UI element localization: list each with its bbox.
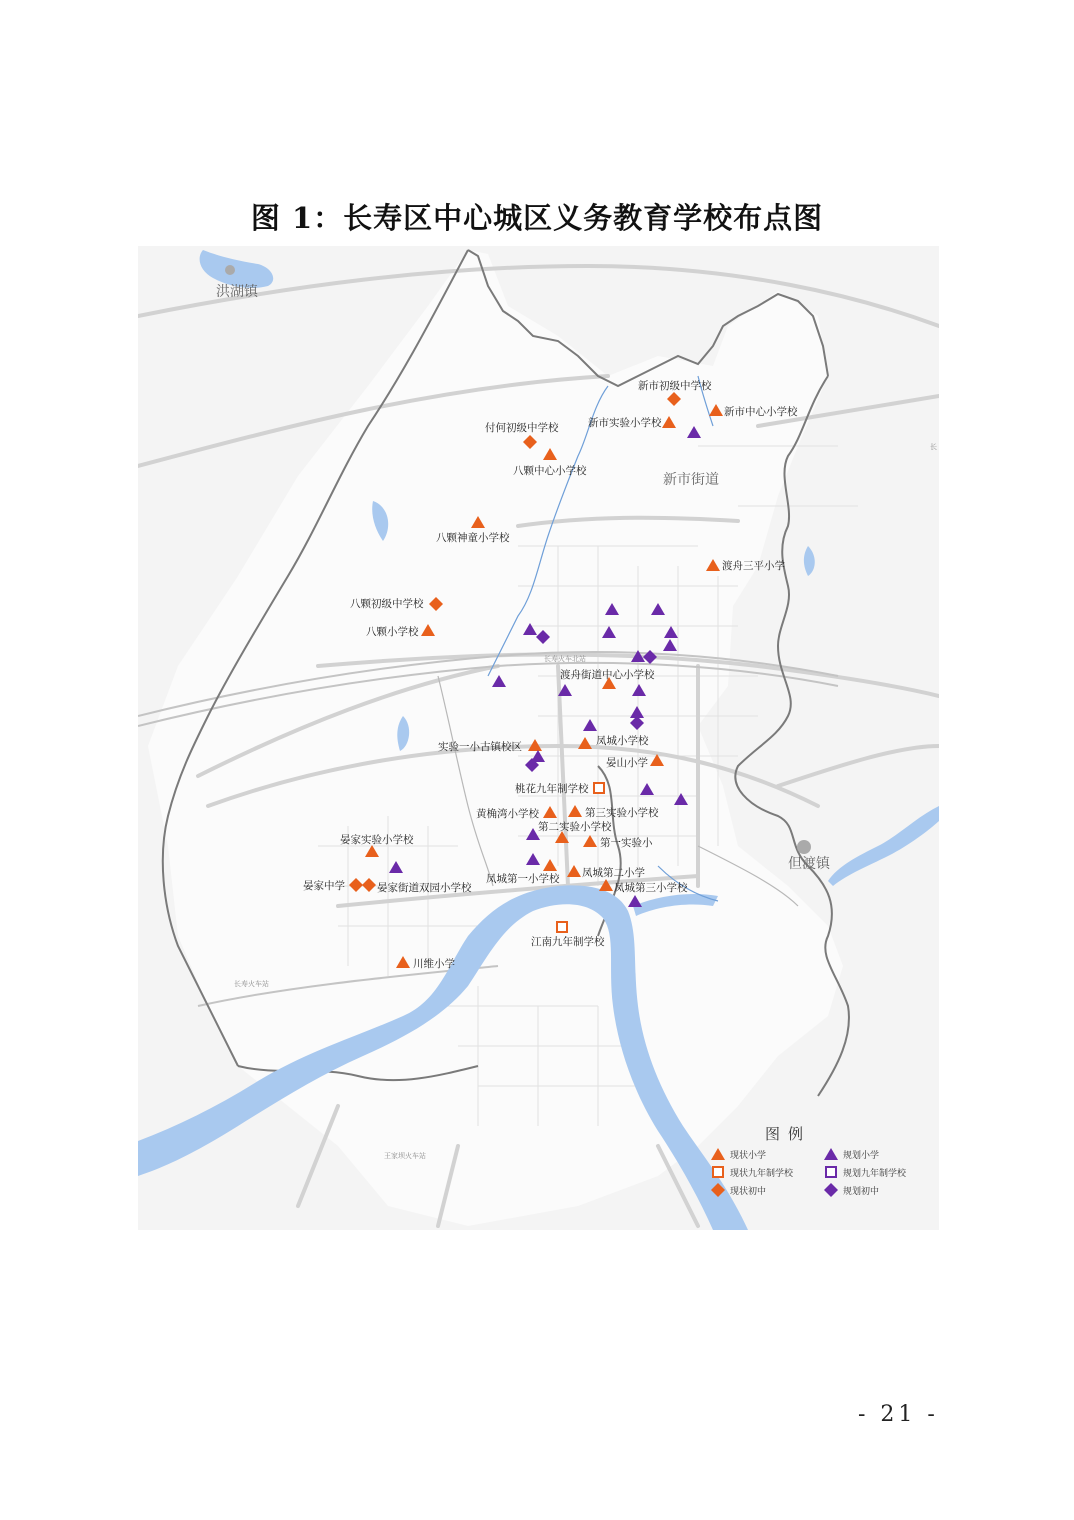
legend-existing-primary: 现状小学 [730, 1151, 767, 1161]
legend-planned-middle: 规划初中 [843, 1187, 880, 1197]
legend-planned-nine-year-icon [826, 1167, 836, 1177]
existing-nine-year-school-icon [557, 922, 567, 932]
school-label: 桃花九年制学校 [515, 783, 589, 795]
school-label: 渡舟街道中心小学校 [560, 669, 655, 681]
school-label: 晏山小学 [606, 757, 648, 769]
school-layout-map [138, 246, 939, 1230]
school-label: 晏家街道双园小学校 [377, 882, 472, 894]
legend-existing-nine-year-icon [713, 1167, 723, 1177]
honghu-marker-icon [225, 265, 235, 275]
place-chang-edge: 长 [930, 443, 937, 451]
school-label: 新市中心小学校 [724, 406, 798, 418]
school-label: 凤城第一小学校 [486, 873, 560, 885]
school-label: 第一实验小 [600, 837, 653, 849]
school-label: 实验一小古镇校区 [438, 741, 522, 753]
legend-existing-nine-year: 现状九年制学校 [730, 1169, 794, 1179]
school-label: 晏家中学 [303, 880, 345, 892]
school-label: 八颗初级中学校 [350, 598, 424, 610]
school-label: 江南九年制学校 [531, 936, 605, 948]
school-label: 凤城第三小学校 [614, 882, 688, 894]
school-label: 新市初级中学校 [638, 380, 712, 392]
map-canvas [138, 246, 939, 1230]
dandu-marker-icon [797, 840, 811, 854]
place-honghu: 洪湖镇 [216, 284, 258, 300]
existing-nine-year-school-icon [594, 783, 604, 793]
place-dandu: 但渡镇 [788, 856, 830, 872]
school-label: 八颗神童小学校 [436, 532, 510, 544]
place-changshou-station: 长寿火车站 [234, 980, 269, 988]
place-xinshi: 新市街道 [663, 472, 719, 488]
legend-planned-nine-year: 规划九年制学校 [843, 1169, 907, 1179]
school-label: 八颗小学校 [366, 626, 419, 638]
school-label: 晏家实验小学校 [340, 834, 414, 846]
page-title: 图 1：长寿区中心城区义务教育学校布点图 [250, 201, 824, 235]
legend-title: 图例 [765, 1125, 812, 1143]
place-changshou-north-station: 长寿火车北站 [544, 655, 586, 663]
school-label: 黄桷湾小学校 [476, 808, 539, 820]
school-label: 付何初级中学校 [485, 422, 559, 434]
legend-planned-primary: 规划小学 [843, 1151, 880, 1161]
school-label: 八颗中心小学校 [513, 465, 587, 477]
place-wangjiaxi-station: 王家坝火车站 [384, 1152, 426, 1160]
school-label: 第二实验小学校 [538, 821, 612, 833]
page-number: - 21 - [858, 1402, 939, 1427]
school-label: 凤城第二小学 [582, 867, 645, 879]
legend-existing-middle: 现状初中 [730, 1187, 767, 1197]
school-label: 凤城小学校 [596, 735, 649, 747]
school-label: 川维小学 [413, 958, 455, 970]
school-label: 第三实验小学校 [585, 807, 659, 819]
school-label: 渡舟三平小学 [722, 560, 785, 572]
school-label: 新市实验小学校 [588, 417, 662, 429]
